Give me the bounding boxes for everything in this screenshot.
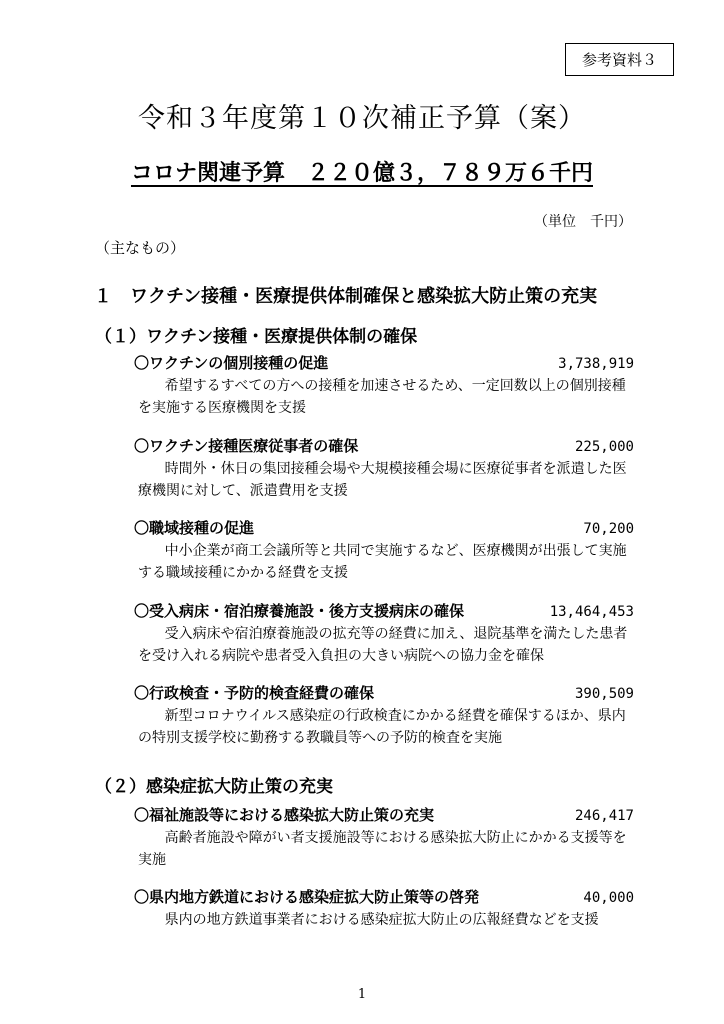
subsection-heading-1: （１）ワクチン接種・医療提供体制の確保 <box>95 327 418 347</box>
item-amount: 225,000 <box>574 439 634 455</box>
budget-item <box>134 682 634 749</box>
item-description: 県内の地方鉄道事業者における感染症拡大防止の広報経費などを支援 <box>164 912 599 928</box>
subsection-heading-2: （２）感染症拡大防止策の充実 <box>95 777 333 797</box>
item-title: 〇福祉施設等における感染拡大防止策の充実 <box>134 806 435 824</box>
item-description: 新型コロナウイルス感染症の行政検査にかかる経費を確保するほか、県内の特別支援学校に勤務する教職員等への予防的検査を実施 <box>138 708 626 746</box>
budget-item <box>134 804 634 871</box>
budget-subtitle-text: コロナ関連予算 ２２０億３，７８９万６千円 <box>130 161 593 186</box>
item-title: 〇職域接種の促進 <box>134 519 255 537</box>
item-description: 受入病床や宿泊療養施設の拡充等の経費に加え、退院基準を満たした患者を受け入れる病院や患者受入負担の大きい病院への協力金を確保 <box>138 626 628 664</box>
unit-note: （単位 千円） <box>534 214 632 230</box>
page-number: 1 <box>357 987 367 1002</box>
item-amount: 246,417 <box>574 808 634 824</box>
main-items-note: （主なもの） <box>95 239 186 257</box>
item-title: 〇行政検査・予防的検査経費の確保 <box>134 684 375 702</box>
item-title: 〇受入病床・宿泊療養施設・後方支援病床の確保 <box>134 602 465 620</box>
item-amount: 390,509 <box>574 686 634 702</box>
item-description: 希望するすべての方への接種を加速させるため、一定回数以上の個別接種を実施する医療機関を支援 <box>138 378 626 416</box>
budget-item <box>134 517 634 584</box>
item-description: 高齢者施設や障がい者支援施設等における感染拡大防止にかかる支援等を実施 <box>138 830 627 868</box>
item-title: 〇ワクチンの個別接種の促進 <box>134 354 329 372</box>
item-amount: 13,464,453 <box>549 604 634 620</box>
item-description: 時間外・休日の集団接種会場や大規模接種会場に医療従事者を派遣した医療機関に対して、派遣費用を支援 <box>138 461 627 499</box>
budget-item <box>134 352 634 419</box>
budget-item <box>134 600 634 667</box>
section-heading: １ ワクチン接種・医療提供体制確保と感染拡大防止策の充実 <box>94 286 598 307</box>
item-amount: 40,000 <box>583 890 634 906</box>
item-amount: 3,738,919 <box>558 356 634 372</box>
item-description: 中小企業が商工会議所等と共同で実施するなど、医療機関が出張して実施する職域接種にかかる経費を支援 <box>138 543 627 581</box>
page-title: 令和３年度第１０次補正予算（案） <box>138 103 586 134</box>
budget-subtitle <box>0 156 724 187</box>
budget-item <box>134 435 634 502</box>
item-title: 〇ワクチン接種医療従事者の確保 <box>134 437 359 455</box>
item-amount: 70,200 <box>583 521 634 537</box>
budget-item <box>134 886 634 931</box>
reference-label: 参考資料３ <box>565 43 674 76</box>
item-title: 〇県内地方鉄道における感染症拡大防止策等の啓発 <box>134 888 480 906</box>
